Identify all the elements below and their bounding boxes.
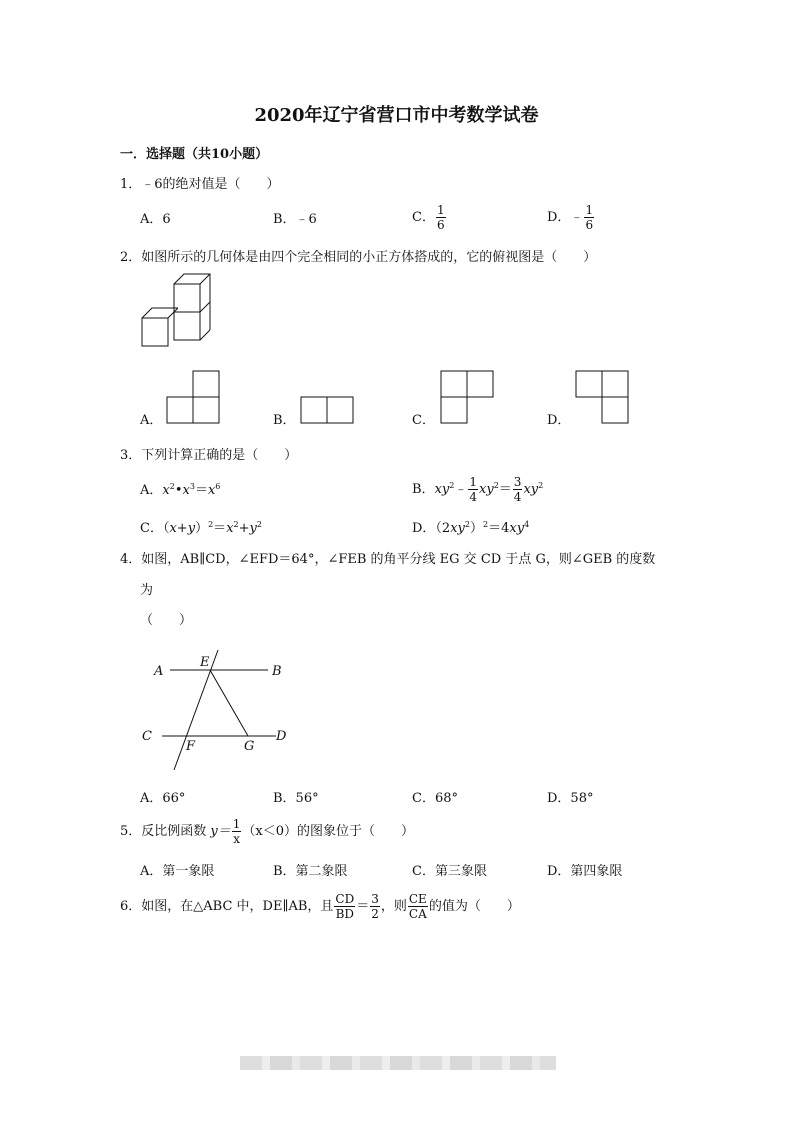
q1-option-b[interactable]: B．﹣6 (273, 212, 317, 227)
q2-option-d-diagram (575, 370, 629, 424)
q4-option-b[interactable]: B．56° (273, 791, 319, 806)
q6-fraction-ce-ca (408, 893, 428, 920)
fraction-denominator: 6 (436, 218, 445, 232)
q5-option-a[interactable]: A．第一象限 (140, 864, 215, 879)
fraction-numerator: 3 (371, 892, 379, 906)
fraction-denominator: 4 (469, 490, 477, 504)
q3-option-b-prefix: B． (412, 482, 435, 497)
fraction-numerator: CE (408, 892, 427, 906)
q5-stem-prefix: 5．反比例函数 (120, 824, 211, 839)
q1-option-c-fraction (436, 204, 446, 231)
q6-stem-suffix: 的值为（ ） (428, 899, 520, 914)
section-heading: 一．选择题（共10小题） (120, 147, 269, 162)
q4-option-a[interactable]: A．66° (140, 791, 186, 806)
label-d: D (276, 729, 287, 744)
q6-stem-mid: ，则 (380, 899, 407, 914)
q3-option-c[interactable]: C．$(x+y)^2=x^2+y^2$ (140, 520, 262, 536)
line-ef (174, 650, 218, 770)
q1-option-d-fraction (584, 204, 594, 231)
blurred-footer-watermark (240, 1056, 556, 1070)
label-c: C (142, 729, 152, 744)
q5-function-lhs: y＝ (210, 824, 231, 839)
q3-option-d[interactable]: D．$(2xy^2)^2=4xy^4$ (412, 520, 530, 536)
q3-option-c-prefix: C．（ (140, 521, 170, 536)
question-6-stem (120, 893, 520, 920)
q4-geometry-figure (138, 650, 298, 775)
fraction-numerator: 3 (513, 475, 522, 489)
question-4-stem-line-3: （ ） (140, 613, 193, 628)
q6-equals: ＝ (356, 899, 370, 914)
q1-option-d-prefix: D．﹣ (547, 210, 584, 225)
q1-option-d[interactable] (547, 204, 595, 231)
page-title: 2020年辽宁省营口市中考数学试卷 (254, 105, 539, 126)
q4-option-d[interactable]: D．58° (547, 791, 594, 806)
q2-option-a-diagram (166, 370, 220, 424)
fraction-numerator: 1 (469, 475, 477, 489)
q5-stem-suffix: （x＜0）的图象位于（ ） (242, 824, 415, 839)
fraction-numerator: CD (335, 892, 355, 906)
label-e: E (200, 655, 210, 670)
q1-option-c-prefix: C． (412, 210, 435, 225)
question-1-stem: 1．﹣6的绝对值是（ ） (120, 177, 280, 192)
q4-option-c[interactable]: C．68° (412, 791, 458, 806)
fraction-denominator: 4 (513, 490, 522, 504)
question-3-stem: 3．下列计算正确的是（ ） (120, 448, 298, 463)
label-g: G (244, 739, 255, 754)
q2-option-c[interactable]: C． (412, 413, 435, 428)
q2-option-b[interactable]: B． (273, 413, 296, 428)
q5-option-d[interactable]: D．第四象限 (547, 864, 623, 879)
line-eg (210, 670, 248, 736)
fraction-denominator: CA (408, 907, 427, 921)
q2-option-a[interactable]: A． (140, 413, 163, 428)
q1-option-c[interactable] (412, 204, 447, 231)
fraction-denominator: 2 (371, 907, 379, 921)
q6-fraction-3-2 (370, 893, 380, 920)
label-f: F (186, 739, 196, 754)
question-2-stem: 2．如图所示的几何体是由四个完全相同的小正方体搭成的，它的俯视图是（ ） (120, 250, 597, 265)
fraction-denominator: 6 (585, 218, 594, 232)
q6-fraction-cd-bd (334, 893, 355, 920)
question-4-stem-line-1: 4．如图，AB∥CD，∠EFD＝64°，∠FEB 的角平分线 EG 交 CD 于点 G，则∠GEB 的度数 (120, 552, 656, 567)
q3-option-b-fraction-1 (468, 476, 478, 503)
q3-option-a-prefix: A． (140, 483, 163, 498)
q3-option-d-prefix: D．（2 (412, 521, 451, 536)
q5-option-c[interactable]: C．第三象限 (412, 864, 487, 879)
fraction-numerator: 1 (585, 203, 594, 217)
q3-option-a[interactable]: A．$x^2•x^3=x^6$ (140, 482, 221, 498)
fraction-denominator: BD (335, 907, 355, 921)
label-a: A (154, 664, 164, 679)
q5-option-b[interactable]: B．第二象限 (273, 864, 348, 879)
fraction-denominator: x (233, 832, 240, 846)
q3-option-b[interactable]: B．$xy^2﹣$ $\frac{1}{4}$ $xy^2=$ $\frac{3}{4}$ $xy^2$ (412, 475, 544, 504)
fraction-numerator: 1 (232, 817, 241, 831)
question-4-stem-line-2: 为 (140, 583, 154, 598)
q1-option-a[interactable]: A．6 (140, 212, 171, 227)
fraction-numerator: 1 (436, 203, 445, 217)
q6-stem-prefix: 6．如图，在△ABC 中，DE∥AB，且 (120, 899, 334, 914)
question-5-stem (120, 818, 414, 845)
q2-option-c-diagram (440, 370, 494, 424)
label-b: B (272, 664, 282, 679)
cube-solid-figure (138, 278, 218, 350)
q5-fraction (232, 818, 242, 845)
q2-option-d[interactable]: D． (547, 413, 571, 428)
q2-option-b-diagram (300, 396, 354, 424)
q3-option-b-fraction-2 (513, 476, 523, 503)
